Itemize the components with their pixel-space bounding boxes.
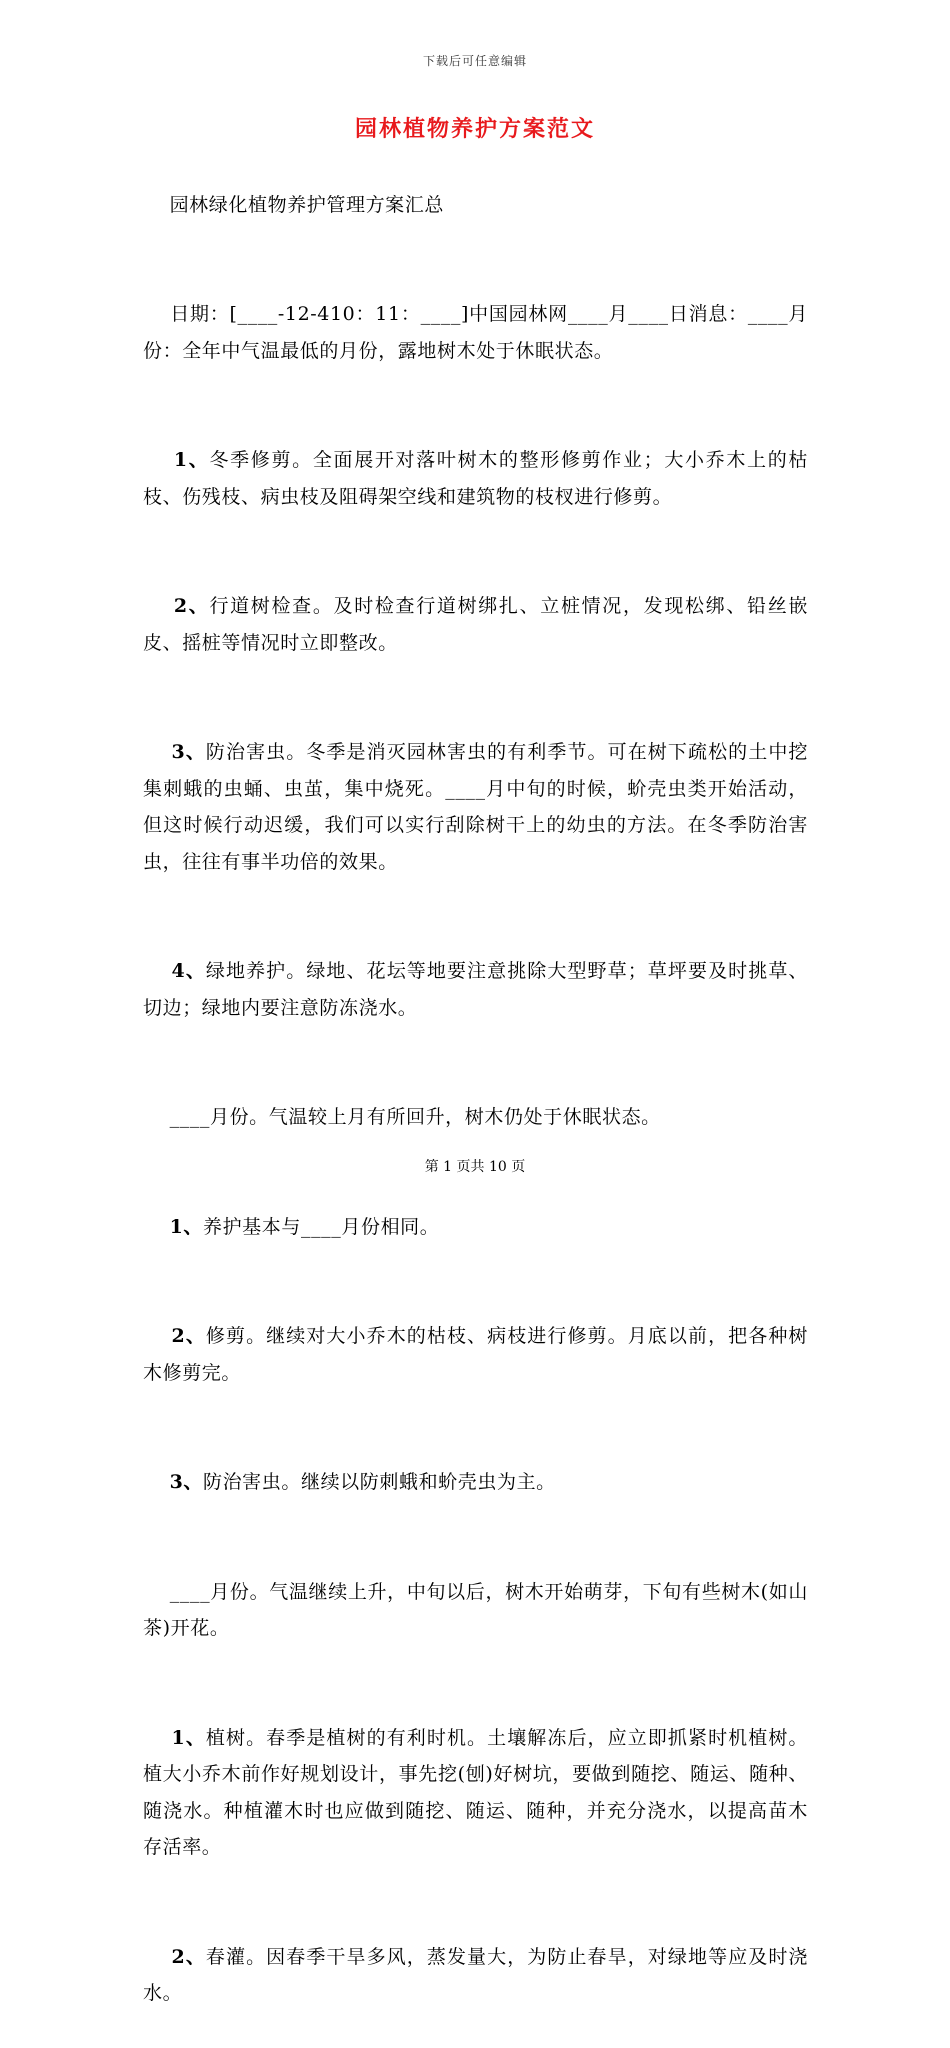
paragraph-text: 春灌。因春季干旱多风，蒸发量大，为防止春旱，对绿地等应及时浇水。 bbox=[143, 1945, 809, 2004]
paragraph-text: ____月份。气温较上月有所回升，树木仍处于休眠状态。 bbox=[169, 1106, 661, 1128]
item-number: 4、 bbox=[171, 960, 206, 982]
item-number: 3、 bbox=[169, 1471, 203, 1493]
page-footer: 第 1 页共 10 页 bbox=[424, 1159, 526, 1175]
paragraph bbox=[143, 1683, 808, 1902]
paragraph bbox=[143, 260, 808, 406]
item-number: 3、 bbox=[171, 741, 206, 763]
item-number: 1、 bbox=[171, 1726, 206, 1749]
item-number: 2、 bbox=[171, 1945, 206, 1968]
paragraph bbox=[143, 698, 808, 917]
paragraph bbox=[143, 1428, 808, 1538]
paragraph-text: 防治害虫。继续以防刺蛾和蚧壳虫为主。 bbox=[202, 1471, 556, 1493]
paragraph bbox=[143, 406, 808, 552]
paragraph-text: 园林绿化植物养护管理方案汇总 bbox=[169, 193, 444, 216]
paragraph-text: 冬季修剪。全面展开对落叶树木的整形修剪作业；大小乔木上的枯枝、伤残枝、病虫枝及阻碍架空线和建筑物的枝杈进行修剪。 bbox=[143, 449, 809, 508]
paragraph bbox=[143, 150, 808, 260]
paragraph-text: 行道树检查。及时检查行道树绑扎、立桩情况，发现松绑、铅丝嵌皮、摇桩等情况时立即整改。 bbox=[143, 595, 809, 654]
paragraph-text: 修剪。继续对大小乔木的枯枝、病枝进行修剪。月底以前，把各种树木修剪完。 bbox=[143, 1325, 809, 1384]
paragraph-text: ____月份。气温继续上升，中旬以后，树木开始萌芽，下旬有些树木(如山茶)开花。 bbox=[143, 1580, 808, 1639]
paragraph-text: 植树。春季是植树的有利时机。土壤解冻后，应立即抓紧时机植树。植大小乔木前作好规划设计，事先挖(刨)好树坑，要做到随挖、随运、随种、随浇水。种植灌木时也应做到随挖、随运、随种，并充分浇水，以提高苗木存活率。 bbox=[143, 1726, 809, 1858]
document-body bbox=[143, 150, 808, 2048]
item-number: 1、 bbox=[169, 1215, 203, 1238]
paragraph bbox=[143, 917, 808, 1063]
paragraph bbox=[143, 552, 808, 698]
paragraph-text: 绿地养护。绿地、花坛等地要注意挑除大型野草；草坪要及时挑草、切边；绿地内要注意防冻浇水。 bbox=[143, 960, 809, 1019]
paragraph-text: 养护基本与____月份相同。 bbox=[202, 1215, 440, 1238]
paragraph-text: 防治害虫。冬季是消灭园林害虫的有利季节。可在树下疏松的土中挖集刺蛾的虫蛹、虫茧，集中烧死。____月中旬的时候，蚧壳虫类开始活动，但这时候行动迟缓，我们可以实行刮除树干上的幼虫的方法。在冬季防治害虫，往往有事半功倍的效果。 bbox=[143, 741, 809, 873]
header-note: 下载后可任意编辑 bbox=[422, 54, 527, 68]
document-title: 园林植物养护方案范文 bbox=[354, 116, 595, 142]
item-number: 1、 bbox=[173, 449, 210, 471]
paragraph bbox=[143, 1537, 808, 1683]
paragraph-text: 日期：[____-12-410：11：____]中国园林网____月____日消息：____月份：全年中气温最低的月份，露地树木处于休眠状态。 bbox=[143, 303, 809, 362]
item-number: 2、 bbox=[171, 1325, 206, 1347]
paragraph bbox=[143, 1902, 808, 2048]
paragraph bbox=[143, 1172, 808, 1282]
paragraph bbox=[143, 1282, 808, 1428]
item-number: 2、 bbox=[173, 595, 210, 617]
